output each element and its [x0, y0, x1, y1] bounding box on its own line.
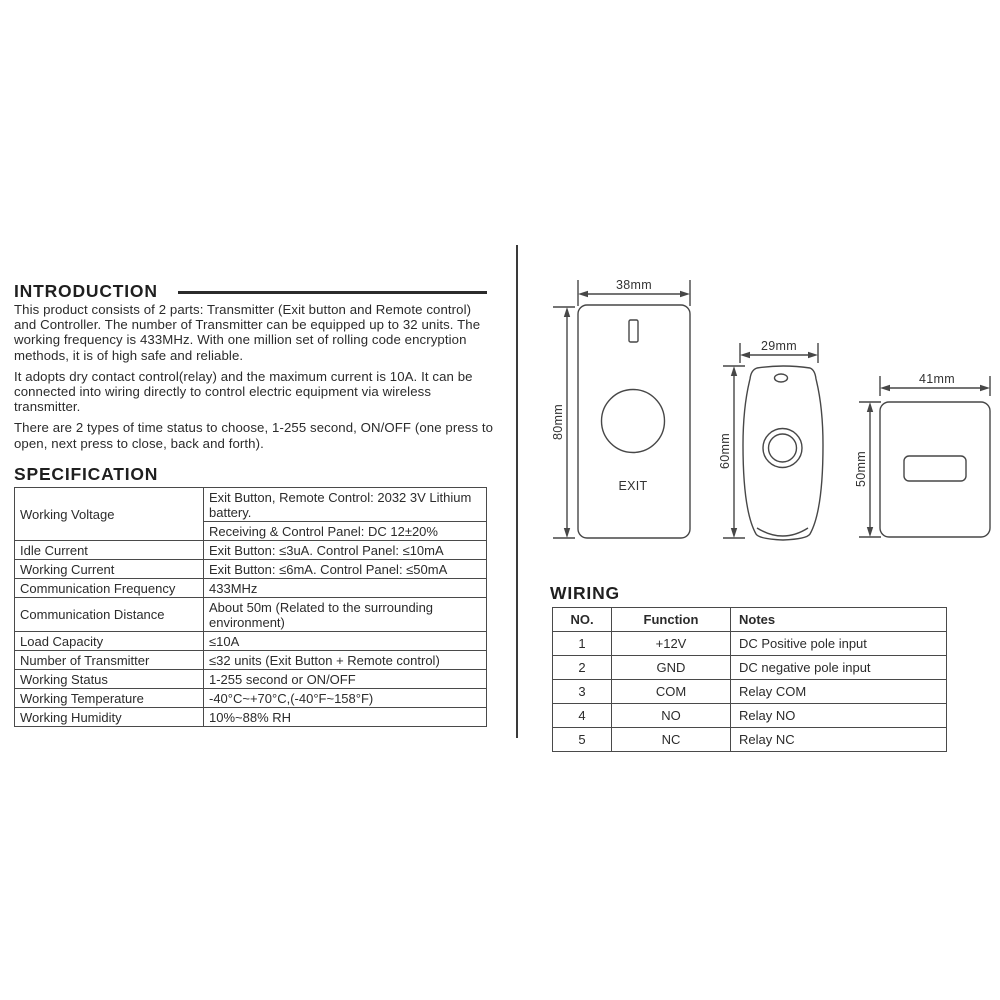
wiring-notes: Relay NO	[731, 704, 947, 728]
wiring-no: 3	[553, 680, 612, 704]
wiring-table	[552, 607, 947, 752]
wiring-header-notes: Notes	[731, 608, 947, 632]
remote-control-diagram	[713, 333, 838, 548]
wiring-header-no: NO.	[553, 608, 612, 632]
wiring-heading	[550, 583, 620, 604]
controller-body	[880, 402, 990, 537]
controller-height-label: 50mm	[854, 451, 868, 487]
spec-value: About 50m (Related to the surrounding environment)	[204, 598, 487, 632]
introduction-title: INTRODUCTION	[14, 281, 158, 301]
intro-paragraph: There are 2 types of time status to choose, 1-255 second, ON/OFF (one press to open, next press to close, back and forth).	[14, 420, 494, 451]
wiring-notes: Relay COM	[731, 680, 947, 704]
spec-value: 1-255 second or ON/OFF	[204, 670, 487, 689]
wiring-notes: Relay NC	[731, 728, 947, 752]
wiring-no: 5	[553, 728, 612, 752]
exit-button-text: EXIT	[618, 479, 648, 493]
specification-table	[14, 487, 487, 727]
wiring-title: WIRING	[550, 583, 620, 603]
wiring-function: COM	[612, 680, 731, 704]
spec-value: 433MHz	[204, 579, 487, 598]
spec-value: Exit Button: ≤3uA. Control Panel: ≤10mA	[204, 541, 487, 560]
spec-label: Working Current	[15, 560, 204, 579]
remote-keyring-hole	[775, 374, 788, 382]
wiring-no: 2	[553, 656, 612, 680]
spec-label: Working Voltage	[15, 488, 204, 541]
spec-label: Idle Current	[15, 541, 204, 560]
wiring-no: 1	[553, 632, 612, 656]
wiring-row	[553, 704, 947, 728]
exit-button-width-label: 38mm	[616, 278, 652, 292]
wiring-function: GND	[612, 656, 731, 680]
spec-label: Working Humidity	[15, 708, 204, 727]
wiring-function: +12V	[612, 632, 731, 656]
wiring-header-function: Function	[612, 608, 731, 632]
spec-label: Working Status	[15, 670, 204, 689]
exit-button-body	[578, 305, 690, 538]
column-divider	[516, 245, 518, 738]
spec-label: Load Capacity	[15, 632, 204, 651]
specification-heading	[14, 464, 158, 485]
exit-button-height-label: 80mm	[551, 404, 565, 440]
controller-window	[904, 456, 966, 481]
controller-width-label: 41mm	[919, 372, 955, 386]
specification-title: SPECIFICATION	[14, 464, 159, 484]
wiring-row	[553, 632, 947, 656]
remote-height-label: 60mm	[718, 433, 732, 469]
spec-value: ≤10A	[204, 632, 487, 651]
spec-value: Exit Button, Remote Control: 2032 3V Lithium battery.	[204, 488, 487, 522]
wiring-row	[553, 680, 947, 704]
spec-value: ≤32 units (Exit Button + Remote control)	[204, 651, 487, 670]
intro-paragraph: It adopts dry contact control(relay) and the maximum current is 10A. It can be connected into wiring directly to control electric equipment via wireless transmitter.	[14, 368, 473, 415]
wiring-function: NO	[612, 704, 731, 728]
remote-bottom-seam	[757, 528, 808, 536]
wiring-notes: DC negative pole input	[731, 656, 947, 680]
wiring-notes: DC Positive pole input	[731, 632, 947, 656]
wiring-row	[553, 728, 947, 752]
remote-button-inner	[769, 434, 797, 462]
controller-diagram	[851, 368, 1000, 548]
introduction-text	[14, 302, 495, 457]
spec-label: Working Temperature	[15, 689, 204, 708]
spec-label: Number of Transmitter	[15, 651, 204, 670]
introduction-heading	[14, 281, 487, 302]
wiring-no: 4	[553, 704, 612, 728]
spec-label: Communication Distance	[15, 598, 204, 632]
wiring-row	[553, 656, 947, 680]
spec-value: 10%~88% RH	[204, 708, 487, 727]
spec-label: Communication Frequency	[15, 579, 204, 598]
spec-value: Receiving & Control Panel: DC 12±20%	[204, 522, 487, 541]
exit-button-diagram	[545, 268, 700, 553]
remote-width-label: 29mm	[761, 339, 797, 353]
heading-rule	[178, 291, 487, 294]
spec-value: Exit Button: ≤6mA. Control Panel: ≤50mA	[204, 560, 487, 579]
spec-value: -40°C~+70°C,(-40°F~158°F)	[204, 689, 487, 708]
remote-body	[743, 366, 823, 540]
intro-paragraph: This product consists of 2 parts: Transmitter (Exit button and Remote control) and Controller. The number of Transmitter can be equipped up to 32 units. The working frequency is 433MHz. With one million set of rolling code encryption methods, it is of high safe and reliable.	[14, 302, 481, 363]
exit-button-circle	[602, 390, 665, 453]
wiring-function: NC	[612, 728, 731, 752]
exit-button-slot	[629, 320, 638, 342]
